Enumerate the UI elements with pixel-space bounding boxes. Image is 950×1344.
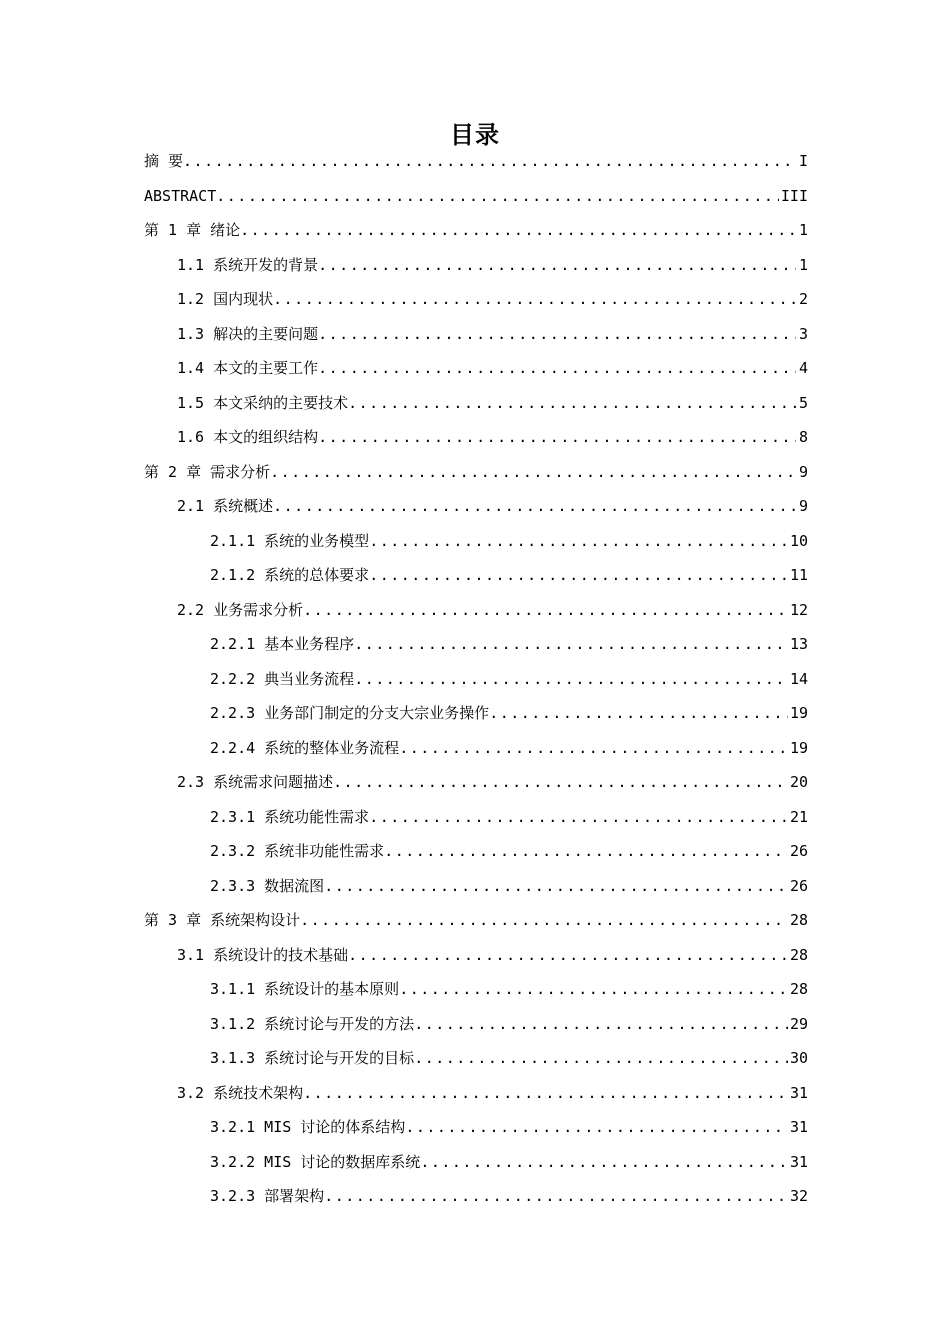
toc-entry-label: 1.6 本文的组织结构 <box>177 428 319 446</box>
toc-dot-leader <box>348 938 788 973</box>
toc-entry-label: 第 1 章 绪论 <box>144 221 241 239</box>
toc-entry-page-number: 4 <box>798 359 808 377</box>
toc-entry-label: 2.3.1 系统功能性需求 <box>210 807 370 826</box>
toc-dot-leader <box>354 662 788 697</box>
toc-entry-label: 1.1 系统开发的背景 <box>177 255 319 274</box>
toc-entry[interactable] <box>144 731 808 766</box>
toc-entry[interactable] <box>144 696 808 731</box>
toc-entry-label: 3.2.1 MIS 讨论的体系结构 <box>210 1118 406 1136</box>
toc-entry[interactable] <box>144 524 808 559</box>
toc-entry-label: 1.2 国内现状 <box>177 290 274 308</box>
toc-dot-leader <box>270 455 796 490</box>
toc-dot-leader <box>318 248 796 283</box>
toc-entry-label: 2.2.1 基本业务程序 <box>210 635 355 653</box>
toc-entry[interactable] <box>144 1041 808 1076</box>
toc-entry[interactable] <box>144 558 808 593</box>
toc-dot-leader <box>354 627 788 662</box>
toc-entry[interactable] <box>144 1007 808 1042</box>
toc-entry-page-number: 28 <box>789 911 808 929</box>
toc-entry[interactable] <box>144 938 808 973</box>
toc-entry-label: ABSTRACT <box>144 186 217 205</box>
toc-entry[interactable] <box>144 420 808 455</box>
toc-entry[interactable] <box>144 869 808 904</box>
toc-entry[interactable] <box>144 317 808 352</box>
toc-entry[interactable] <box>144 386 808 421</box>
toc-entry-page-number: 19 <box>789 704 808 722</box>
toc-dot-leader <box>216 179 779 214</box>
toc-entry[interactable] <box>144 662 808 697</box>
toc-entry-page-number: 5 <box>798 393 808 412</box>
toc-entry-label: 2.3 系统需求问题描述 <box>177 773 334 791</box>
toc-dot-leader <box>324 869 788 904</box>
toc-dot-leader <box>183 144 796 179</box>
toc-entry-page-number: 28 <box>789 945 808 964</box>
toc-entry-label: 2.1.1 系统的业务模型 <box>210 531 370 550</box>
page-title: 目录 <box>450 121 500 149</box>
toc-dot-leader <box>273 282 796 317</box>
toc-entry[interactable] <box>144 351 808 386</box>
toc-entry-page-number: 29 <box>789 1014 808 1033</box>
toc-entry[interactable] <box>144 213 808 248</box>
toc-entry-label: 1.5 本文采纳的主要技术 <box>177 393 349 412</box>
toc-entry[interactable] <box>144 903 808 938</box>
toc-entry-label: 摘 要 <box>144 152 184 170</box>
toc-entry-page-number: 2 <box>798 290 808 308</box>
toc-entry-page-number: 20 <box>789 773 808 791</box>
table-of-contents <box>144 144 808 1214</box>
toc-dot-leader <box>333 765 788 800</box>
toc-entry-page-number: 28 <box>789 980 808 998</box>
toc-entry-page-number: 31 <box>789 1118 808 1136</box>
toc-entry-label: 3.2.2 MIS 讨论的数据库系统 <box>210 1152 421 1171</box>
toc-dot-leader <box>489 696 788 731</box>
toc-entry-label: 1.3 解决的主要问题 <box>177 324 319 343</box>
toc-dot-leader <box>369 800 788 835</box>
toc-entry-page-number: 3 <box>798 324 808 343</box>
toc-dot-leader <box>318 420 796 455</box>
toc-dot-leader <box>303 593 788 628</box>
toc-entry-page-number: 14 <box>789 669 808 688</box>
toc-entry-page-number: 12 <box>789 600 808 619</box>
toc-entry-label: 3.2.3 部署架构 <box>210 1187 325 1205</box>
toc-entry[interactable] <box>144 1145 808 1180</box>
toc-entry-label: 3.1.3 系统讨论与开发的目标 <box>210 1049 415 1067</box>
toc-entry-page-number: 19 <box>789 738 808 757</box>
toc-dot-leader <box>420 1145 788 1180</box>
toc-entry[interactable] <box>144 834 808 869</box>
toc-entry[interactable] <box>144 1110 808 1145</box>
toc-dot-leader <box>369 558 788 593</box>
toc-entry-page-number: 10 <box>789 531 808 550</box>
toc-entry-page-number: 13 <box>789 635 808 653</box>
toc-entry-label: 2.1.2 系统的总体要求 <box>210 566 370 584</box>
toc-entry-label: 2.3.3 数据流图 <box>210 876 325 895</box>
toc-dot-leader <box>318 351 796 386</box>
toc-dot-leader <box>273 489 796 524</box>
toc-dot-leader <box>303 1076 788 1111</box>
toc-dot-leader <box>369 524 788 559</box>
toc-entry-page-number: 1 <box>798 255 808 274</box>
toc-entry-label: 2.1 系统概述 <box>177 497 274 515</box>
toc-entry-label: 2.3.2 系统非功能性需求 <box>210 842 385 860</box>
toc-entry-page-number: 9 <box>798 462 808 481</box>
toc-entry[interactable] <box>144 627 808 662</box>
toc-entry-page-number: 32 <box>789 1187 808 1205</box>
toc-entry-page-number: 26 <box>789 876 808 895</box>
toc-entry[interactable] <box>144 593 808 628</box>
toc-entry[interactable] <box>144 489 808 524</box>
toc-dot-leader <box>240 213 796 248</box>
toc-entry[interactable] <box>144 455 808 490</box>
toc-dot-leader <box>324 1179 788 1214</box>
toc-entry-label: 3.2 系统技术架构 <box>177 1083 304 1102</box>
toc-entry[interactable] <box>144 972 808 1007</box>
toc-entry-label: 2.2 业务需求分析 <box>177 600 304 619</box>
toc-entry-label: 2.2.3 业务部门制定的分支大宗业务操作 <box>210 704 490 722</box>
toc-entry-label: 3.1.1 系统设计的基本原则 <box>210 980 400 998</box>
toc-entry-page-number: 21 <box>789 807 808 826</box>
toc-entry[interactable] <box>144 144 808 179</box>
toc-entry-page-number: 31 <box>789 1083 808 1102</box>
toc-entry-page-number: I <box>798 152 808 170</box>
toc-dot-leader <box>348 386 796 421</box>
toc-entry-page-number: III <box>780 186 808 205</box>
toc-entry-page-number: 8 <box>798 428 808 446</box>
toc-dot-leader <box>405 1110 788 1145</box>
toc-entry[interactable] <box>144 282 808 317</box>
toc-entry[interactable] <box>144 1179 808 1214</box>
toc-entry-label: 3.1.2 系统讨论与开发的方法 <box>210 1014 415 1033</box>
toc-entry-page-number: 31 <box>789 1152 808 1171</box>
toc-dot-leader <box>414 1007 788 1042</box>
toc-entry-page-number: 1 <box>798 221 808 239</box>
toc-entry-page-number: 26 <box>789 842 808 860</box>
toc-entry[interactable] <box>144 1076 808 1111</box>
toc-entry-label: 2.2.4 系统的整体业务流程 <box>210 738 400 757</box>
toc-entry[interactable] <box>144 800 808 835</box>
toc-entry-label: 1.4 本文的主要工作 <box>177 359 319 377</box>
toc-entry[interactable] <box>144 248 808 283</box>
toc-dot-leader <box>414 1041 788 1076</box>
toc-entry-label: 2.2.2 典当业务流程 <box>210 669 355 688</box>
toc-entry[interactable] <box>144 179 808 214</box>
toc-dot-leader <box>399 731 788 766</box>
toc-entry-page-number: 30 <box>789 1049 808 1067</box>
toc-entry-page-number: 11 <box>789 566 808 584</box>
toc-dot-leader <box>300 903 788 938</box>
toc-entry[interactable] <box>144 765 808 800</box>
toc-dot-leader <box>399 972 788 1007</box>
toc-entry-page-number: 9 <box>798 497 808 515</box>
toc-entry-label: 第 3 章 系统架构设计 <box>144 911 301 929</box>
toc-entry-label: 第 2 章 需求分析 <box>144 462 271 481</box>
toc-dot-leader <box>318 317 796 352</box>
toc-entry-label: 3.1 系统设计的技术基础 <box>177 945 349 964</box>
toc-dot-leader <box>384 834 788 869</box>
